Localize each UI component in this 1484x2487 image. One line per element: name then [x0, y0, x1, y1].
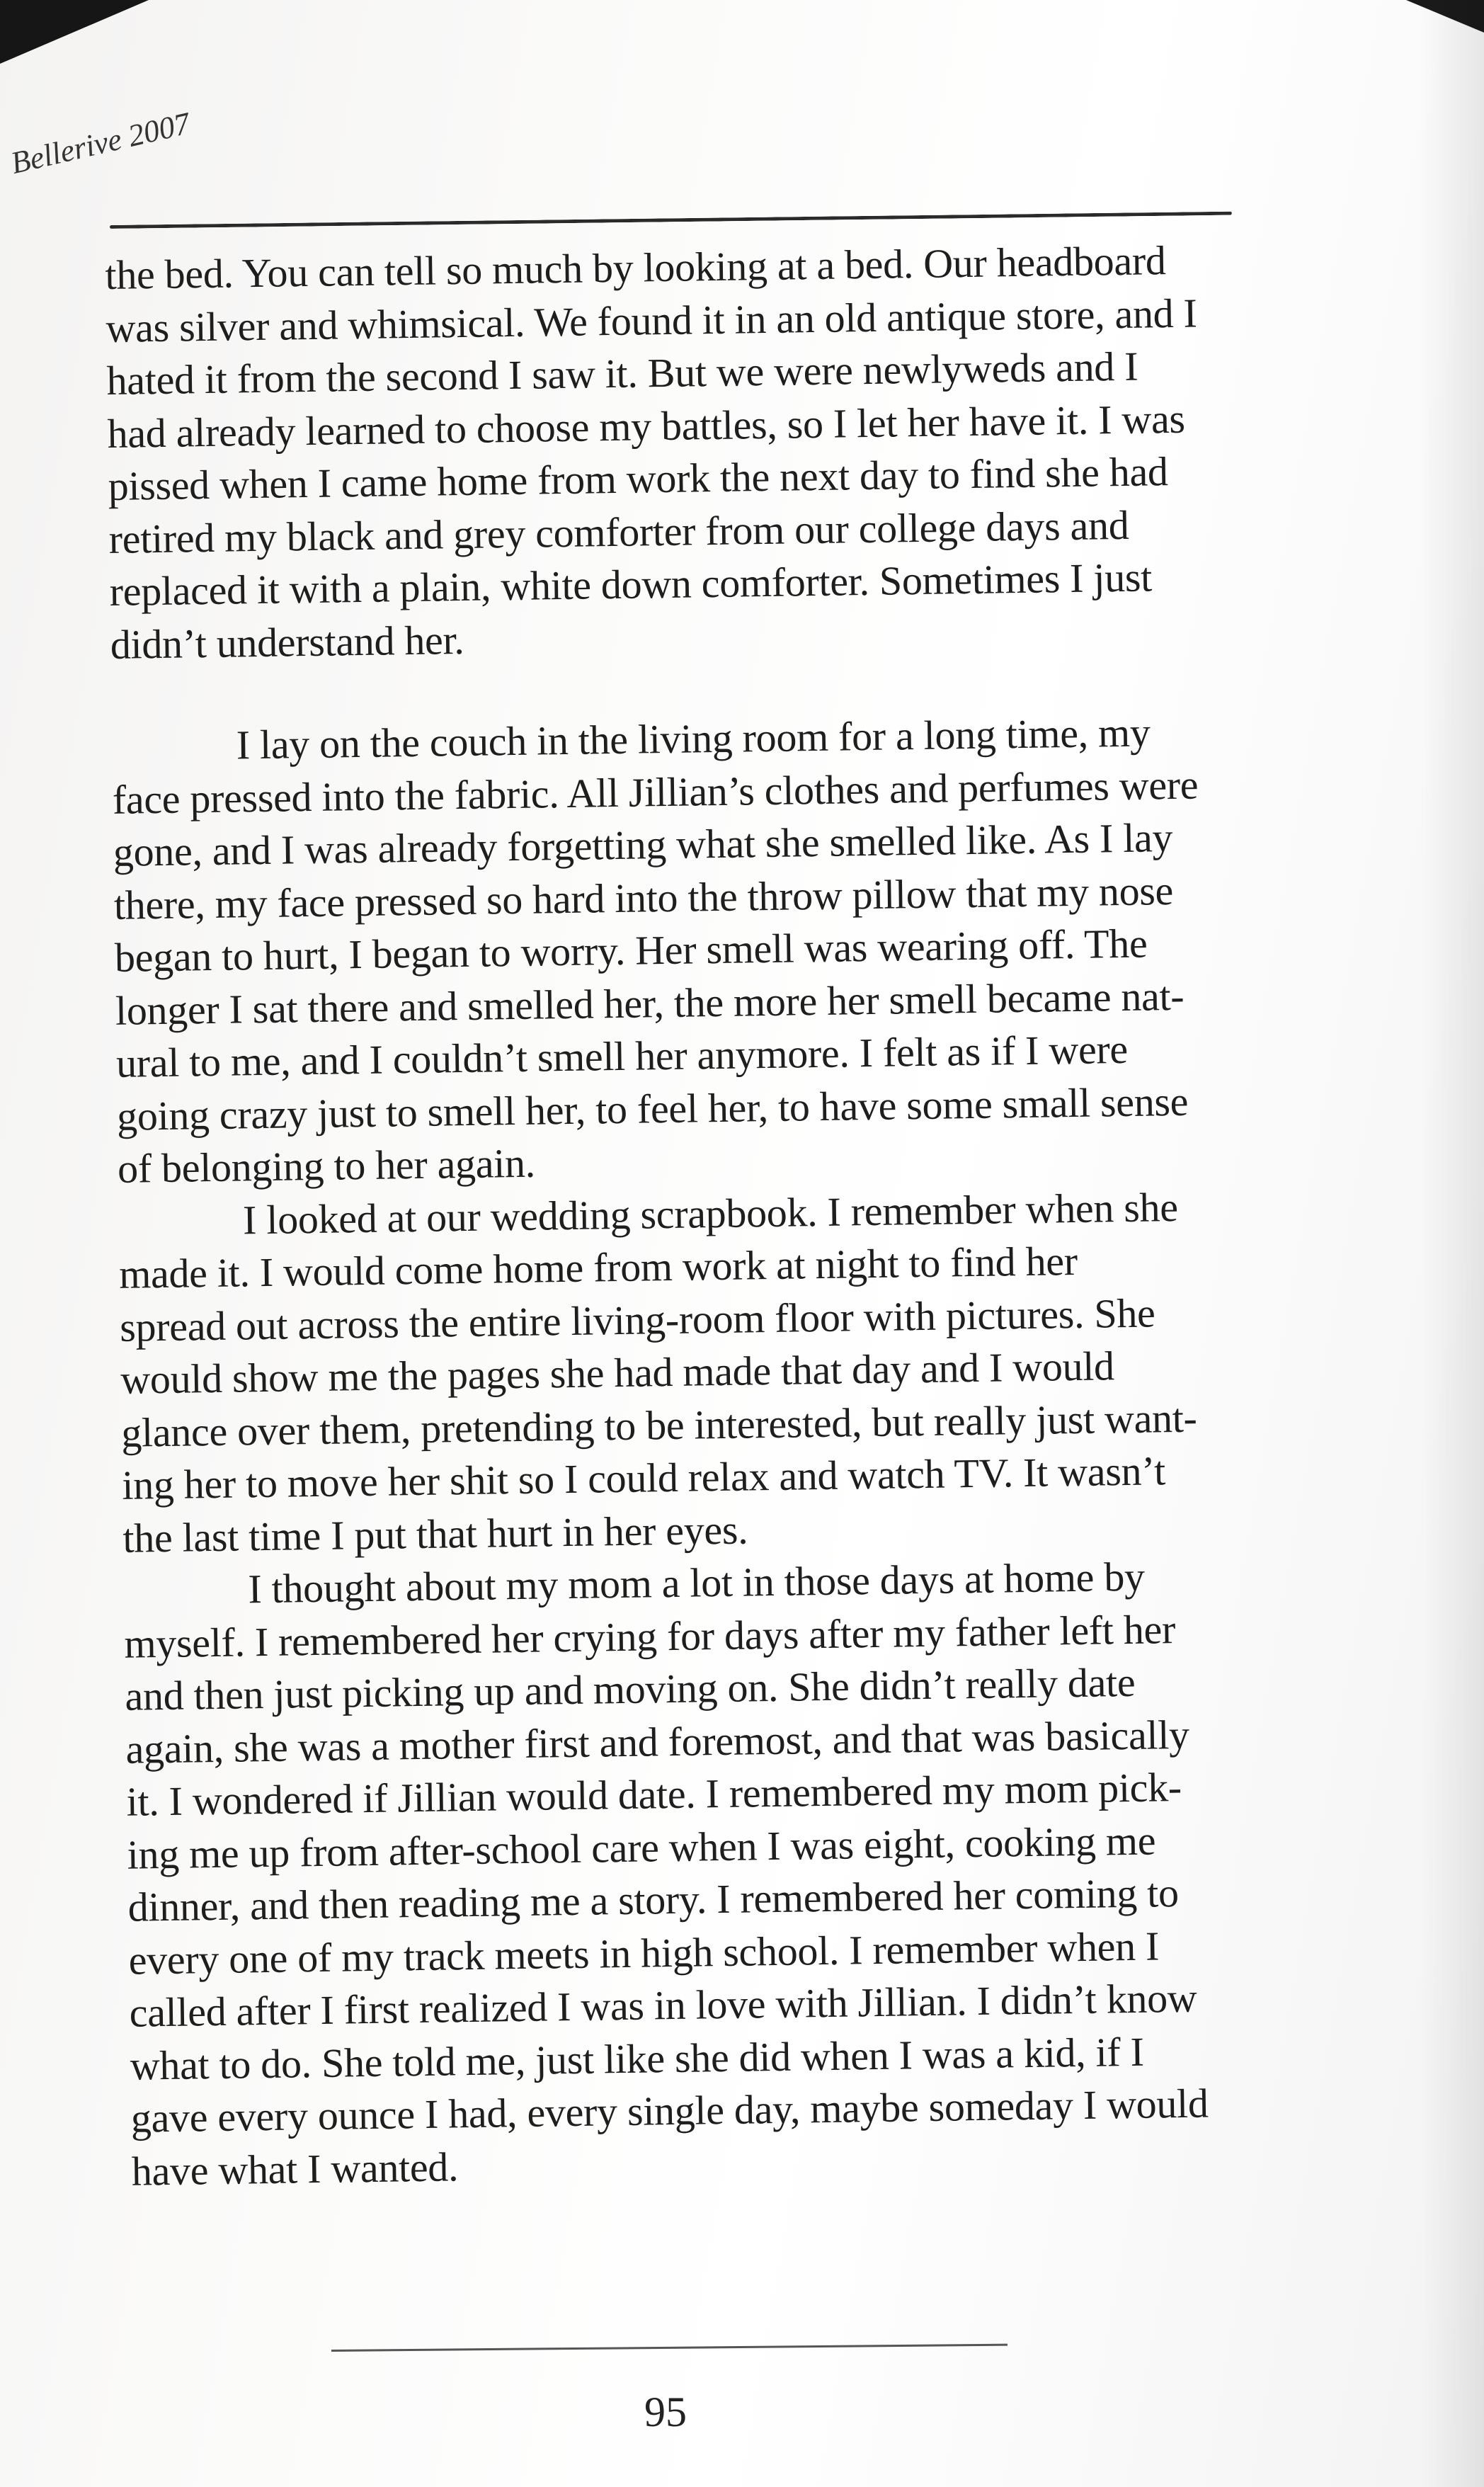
paragraph: [111, 705, 1250, 1196]
text-line: gone, and I was already forgetting what she smelled like. As I lay: [113, 814, 1173, 875]
text-line: every one of my track meets in high school. I remember when I: [128, 1922, 1160, 1984]
text-line: ural to me, and I couldn’t smell her anymore. I felt as if I were: [115, 1025, 1129, 1086]
paragraph: [118, 1180, 1256, 1565]
body-text: [105, 234, 1265, 2198]
text-line: I looked at our wedding scrapbook. I remember when she: [242, 1183, 1179, 1243]
text-line: had already learned to choose my battles, so I let her have it. I was: [107, 395, 1186, 457]
text-line: called after I first realized I was in love with Jillian. I didn’t know: [129, 1974, 1197, 2036]
text-line: there, my face pressed so hard into the throw pillow that my nose: [113, 867, 1174, 928]
text-line: it. I wondered if Jillian would date. I remembered my mom pick-: [126, 1763, 1182, 1825]
page-number: 95: [644, 2389, 687, 2435]
text-line: glance over them, pretending to be interested, but really just want-: [120, 1394, 1197, 1456]
text-line: retired my black and grey comforter from our college days and: [108, 501, 1129, 562]
text-line: going crazy just to smell her, to feel her, to have some small sense: [116, 1078, 1189, 1139]
text-line: replaced it with a plain, white down comforter. Sometimes I just: [109, 554, 1153, 615]
running-head: Bellerive 2007: [7, 106, 193, 181]
header-rule: [110, 212, 1232, 229]
text-line: I thought about my mom a lot in those days at home by: [247, 1553, 1146, 1612]
text-line: I lay on the couch in the living room for a long time, my: [236, 709, 1151, 768]
text-line: dinner, and then reading me a story. I remembered her coming to: [127, 1869, 1180, 1930]
text-line: have what I wanted.: [131, 2143, 459, 2195]
text-line: would show me the pages she had made that day and I would: [120, 1343, 1115, 1403]
text-line: and then just picking up and moving on. She didn’t really date: [125, 1658, 1136, 1719]
text-line: pissed when I came home from work the next day to find she had: [108, 448, 1169, 509]
text-line: myself. I remembered her crying for days after my father left her: [124, 1605, 1176, 1667]
text-line: made it. I would come home from work at night to find her: [118, 1237, 1078, 1297]
text-line: was silver and whimsical. We found it in an old antique store, and I: [105, 289, 1197, 351]
paragraph: [123, 1549, 1265, 2197]
text-line: longer I sat there and smelled her, the more her smell became nat-: [115, 972, 1185, 1034]
text-line: didn’t understand her.: [110, 616, 464, 668]
text-line: face pressed into the fabric. All Jillian’s clothes and perfumes were: [112, 761, 1199, 823]
text-line: began to hurt, I began to worry. Her smell was wearing off. The: [114, 920, 1148, 981]
text-line: spread out across the entire living-room floor with pictures. She: [119, 1289, 1155, 1350]
text-line: again, she was a mother first and foremost, and that was basically: [125, 1711, 1190, 1772]
text-line: ing her to move her shit so I could relax and watch TV. It wasn’t: [121, 1447, 1166, 1508]
text-line: the last time I put that hurt in her eyes.: [122, 1506, 748, 1561]
text-line: hated it from the second I saw it. But we were newlyweds and I: [106, 343, 1138, 404]
spine-shade: [1420, 0, 1484, 2487]
page-corner-shadow: [0, 0, 149, 64]
footer-rule: [331, 2344, 1008, 2352]
text-line: ing me up from after-school care when I was eight, cooking me: [127, 1817, 1156, 1878]
paragraph: [105, 234, 1243, 671]
text-line: the bed. You can tell so much by looking at a bed. Our headboard: [105, 237, 1166, 298]
text-line: gave every ounce I had, every single day, maybe someday I would: [130, 2080, 1209, 2141]
text-line: of belonging to her again.: [117, 1139, 536, 1192]
text-line: what to do. She told me, just like she did when I was a kid, if I: [130, 2028, 1145, 2089]
